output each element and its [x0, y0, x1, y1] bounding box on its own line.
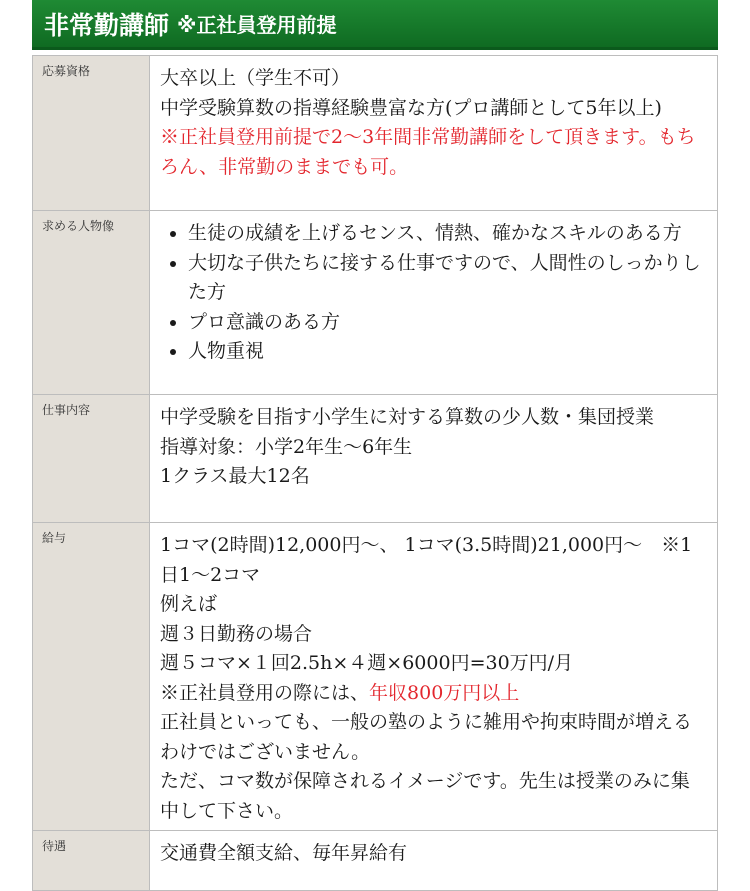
- salary-line: 1コマ(2時間)12,000円〜、 1コマ(3.5時間)21,000円〜 ※1日1〜2コマ: [160, 534, 693, 586]
- job-line: 中学受験を目指す小学生に対する算数の少人数・集団授業: [160, 406, 655, 428]
- value-persona: [150, 211, 718, 395]
- salary-note-highlight: 年収800万円以上: [369, 681, 520, 704]
- list-item: • 大切な子供たちに接する仕事ですので、人間性のしっかりした方: [188, 249, 707, 308]
- section-subtitle: ※正社員登用前提: [177, 13, 337, 37]
- label-job: 仕事内容: [33, 395, 150, 523]
- label-persona: 求める人物像: [33, 211, 150, 395]
- qualification-line: 中学受験算数の指導経験豊富な方(プロ講師として5年以上): [160, 96, 662, 119]
- persona-list: [160, 219, 707, 367]
- list-item: • プロ意識のある方: [188, 308, 707, 338]
- salary-line: 週５コマ×１回2.5h×４週×6000円=30万円/月: [160, 652, 574, 674]
- salary-line: 週３日勤務の場合: [160, 622, 313, 645]
- job-line: 指導対象：小学2年生〜6年生: [160, 435, 413, 458]
- row-salary: [33, 523, 718, 831]
- value-salary: [150, 523, 718, 831]
- row-benefits: [33, 831, 718, 891]
- salary-note-prefix: ※正社員登用の際には、: [160, 681, 370, 704]
- label-benefits: 待遇: [33, 831, 150, 891]
- salary-line: ただ、コマ数が保障されるイメージです。先生は授業のみに集中して下さい。: [160, 770, 690, 822]
- section-header: [32, 0, 718, 50]
- qualification-note: ※正社員登用前提で2〜3年間非常勤講師をして頂きます。もちろん、非常勤のままでも可。: [160, 126, 696, 178]
- value-qualification: [150, 56, 718, 211]
- value-job: [150, 395, 718, 523]
- row-persona: [33, 211, 718, 395]
- salary-line: 正社員といっても、一般の塾のように雑用や拘束時間が増えるわけではございません。: [160, 711, 693, 763]
- section-title: 非常勤講師: [44, 10, 170, 40]
- value-benefits: 交通費全額支給、毎年昇給有: [150, 831, 718, 891]
- salary-note: [160, 679, 707, 709]
- label-qualification: 応募資格: [33, 56, 150, 211]
- salary-line: 例えば: [160, 593, 218, 615]
- list-item: • 生徒の成績を上げるセンス、情熱、確かなスキルのある方: [188, 219, 707, 249]
- row-job: [33, 395, 718, 523]
- label-salary: 給与: [33, 523, 150, 831]
- job-spec-table: [32, 55, 718, 891]
- list-item: • 人物重視: [188, 337, 707, 367]
- job-line: 1クラス最大12名: [160, 465, 310, 487]
- row-qualification: [33, 56, 718, 211]
- qualification-line: 大卒以上（学生不可）: [160, 67, 351, 89]
